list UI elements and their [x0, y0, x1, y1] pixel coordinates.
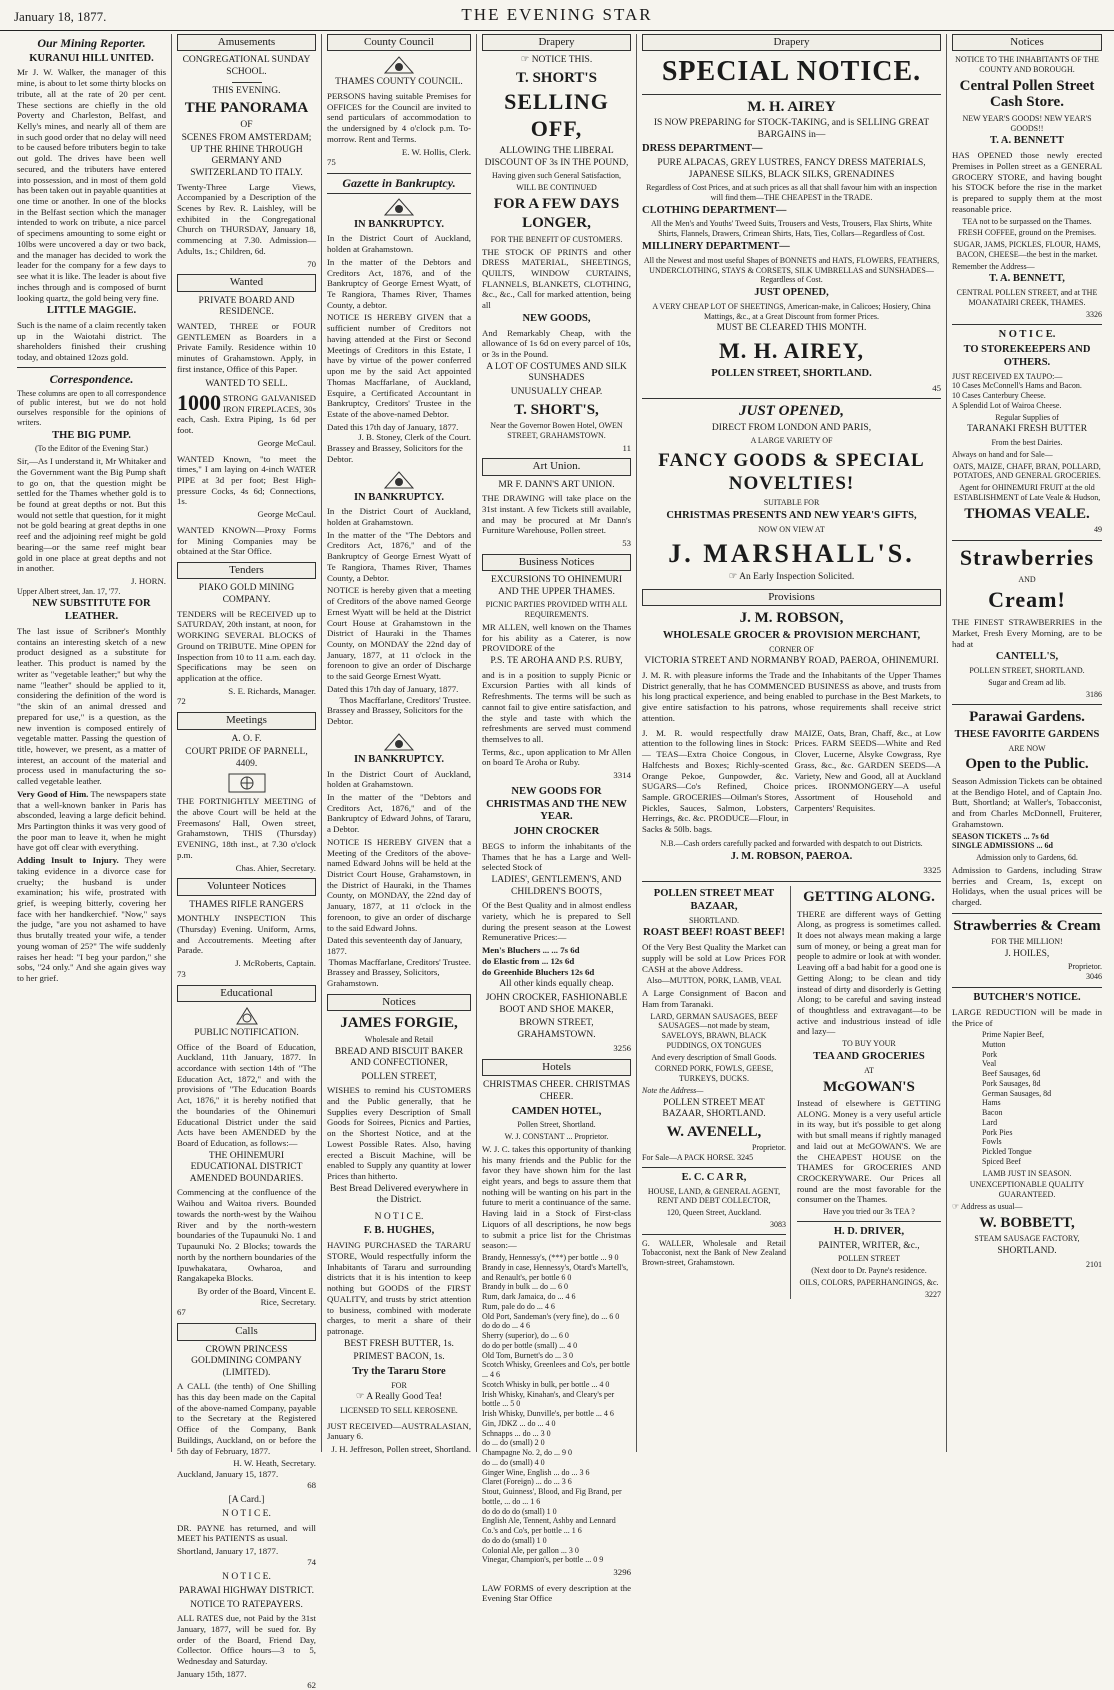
article-title: LITTLE MAGGIE.	[46, 305, 137, 317]
list-item: Stout, Guinness', Blood, and Fig Brand, per bottle, ... do ... 1 6	[482, 1487, 622, 1506]
list-item: Pork	[982, 1049, 998, 1059]
royal-arms-icon	[379, 732, 419, 752]
list-item: do do do (small) 1 0	[482, 1535, 547, 1545]
list-item: Beef Sausages, 6d	[982, 1069, 1041, 1079]
advert-piako: PIAKO GOLD MINING COMPANY. TENDERS will be RECEIVED up to SATURDAY, 20th instant, at noon, for WORKING SEVERAL BLOCKS of Ground on TRIBUTE. Mine OPEN for Inspection from 10 to 11 a.m. each day. Specifications may be seen on application at the office. S. E. Richards, Manager. 72	[177, 583, 316, 707]
advert-dr-payne: [A Card.] N O T I C E. DR. PAYNE has returned, and will MEET his PATIENTS as usual. Shortland, January 17, 1877. 74	[177, 1495, 316, 1567]
pointing-hand-icon: ☞	[952, 1201, 960, 1211]
gazette-heading: Gazette in Bankruptcy.	[327, 173, 471, 194]
category-header: Art Union.	[482, 458, 631, 475]
panorama-title: THE PANORAMA	[184, 100, 309, 117]
list-item: Hams	[982, 1098, 1001, 1108]
list-item: Rum, dark Jamaica, do ... 4 6	[482, 1292, 576, 1302]
advert-bobbett: BUTCHER'S NOTICE. LARGE REDUCTION will be made in the Price of Prime Napier Beef, Mutton Pork Veal Beef Sausages, 6d Pork Sausages, 8d German Sausages, 8d Hams Bacon Lard Pork Pies Fowls Pickled Tongue Spiced Beef LAMB JUST IN SEASON. UNEXCEPTIONABLE QUALITY GUARANTEED. ☞ Address as usual— W. BOBBETT, STEAM SAUSAGE FACTORY, SHORTLAND. 2101	[952, 991, 1102, 1269]
advert-cantell: Strawberries AND Cream! THE FINEST STRAWBERRIES in the Market, Fresh Every Morning, are to be had at CANTELL'S, POLLEN STREET, SHORTLAND. Sugar and Cream ad lib. 3186	[952, 544, 1102, 699]
pointing-hand-icon: ☞	[355, 1392, 365, 1403]
category-header: Notices	[327, 994, 471, 1011]
list-item: Ginger Wine, English ... do ... 3 6	[482, 1467, 590, 1477]
letter-address: Upper Albert street, Jan. 17, '77.	[17, 586, 121, 596]
correspondence-note: These columns are open to all correspondence of public interest, but we do not hold ourselves responsible for the opinions of writers.	[17, 388, 166, 427]
column-mining-reporter	[12, 34, 172, 1452]
category-header: County Council	[327, 34, 471, 51]
advert-bennett: NOTICE TO THE INHABITANTS OF THE COUNTY AND BOROUGH. Central Pollen Street Cash Store. NEW YEAR'S GOODS! NEW YEAR'S GOODS!! T. A. BENNETT HAS OPENED those newly erected Premises in Pollen street as a GENERAL GROCERY STORE, and having bought his STOCK before the rise in the market is prepared to supply them at the most reasonable price. TEA not to be surpassed on the Thames. FRESH COFFEE, ground on the Premises. SUGAR, JAMS, PICKLES, FLOUR, HAMS, BACON, CHEESE—the best in the market. Remember the Address— T. A. BENNETT, CENTRAL POLLEN STREET, and at THE MOANATAIRI CREEK, THAMES. 3326	[952, 55, 1102, 319]
butcher-list	[952, 1030, 1102, 1167]
category-header: Meetings	[177, 712, 316, 729]
category-header: Tenders	[177, 562, 316, 579]
list-item: Scotch Whisky, Greenlees and Co's, per bottle ... 4 6	[482, 1360, 630, 1380]
advert-mcgowan: GETTING ALONG. THERE are different ways of Getting Along, as progress is sometimes called. It does not always mean making a large sum of money, or being a great man for people to admire or look at with wonder. Leaving off a bad habit for a good one is Getting Along; to be clean and tidy instead of dirty and disorderly is Getting Along; to be careful and saving instead of thoughtless and extravagant—to be active and industrious instead of idle and lazy— TO BUY YOUR TEA AND GROCERIES AT McGOWAN'S Instead of elsewhere is GETTING ALONG. Money is a very useful article in its way, but it's possible to get along with but small means if rightly managed and laid out at McGOWAN'S. We are the CHEAPEST HOUSE on the THAMES for GROCERIES AND CROCKERYWARE. Our Prices all round are the most favorable for the consumer on the Thames. Have you tried our 3s TEA ? H. D. DRIVER, PAINTER, WRITER, &c., POLLEN STREET (Next door to Dr. Payne's residence. OILS, COLORS, PAPERHANGINGS, &c. 3227	[797, 889, 941, 1299]
list-item: do ... do (small) 2 0	[482, 1438, 545, 1448]
advert-education: PUBLIC NOTIFICATION. Office of the Board of Education, Auckland, 11th January, 1877. In accordance with section 14th of "The Education Act, 1872," and with the provisions of "The Education Boards Act, 1876," it is hereby notified that the boundaries of the Ohinemuri Educational District under the said Acts have been AMENDED by the Board of Education, as follows:— THE OHINEMURI EDUCATIONAL DISTRICT AMENDED BOUNDARIES. Commencing at the confluence of the Waihou and Waitoa rivers. Bounded towards the north-west by the Waihou River and by the north-western boundaries of the Tupaunuki No. 1 and Tupaunuki No. 2 Blocks; towards the north by the northern boundaries of the Ipuwhakatara, Owharoa, and Rangakapeka Blocks. By order of the Board, Vincent E. Rice, Secretary. 67	[177, 1006, 316, 1318]
list-item: Pickled Tongue	[982, 1147, 1032, 1157]
royal-arms-icon	[229, 1006, 265, 1026]
category-header: Provisions	[642, 589, 941, 606]
category-header: Wanted	[177, 274, 316, 291]
advert-water-pipe: WANTED Known, "to meet the times," I am laying on 4-inch WATER PIPE at 3d per foot; Best High-pressure Cocks, 4s 6d; Connections, 1s. George McCaul.	[177, 453, 316, 520]
advert-crown-princess: CROWN PRINCESS GOLDMINING COMPANY (LIMITED). A CALL (the tenth) of One Shilling has this day been made on the Capital of the above-named Company, payable to the Secretary at the Registered Office of the Company, Bank Buildings, Auckland, on or before the 5th day of February, 1877. H. W. Heath, Secretary. Auckland, January 15, 1877. 68	[177, 1344, 316, 1490]
article-body: They were taking evidence in a divorce case for cruelty; the husband is under examination; his wife, prostrated with grief, is weeping bitterly, covering her face with her handkerchief. "Now," says the judge, "are you not ashamed to have thus brutally treated your wife, a tender young woman of 25?" The wife suddenly raises her head: "I beg your pardon," she sobs, "24 only." And she again gives way to her grief.	[17, 855, 166, 984]
issue-date: January 18, 1877.	[14, 9, 107, 24]
pointing-hand-icon: ☞	[728, 572, 738, 583]
advert-james-forgie: JAMES FORGIE, Wholesale and Retail BREAD AND BISCUIT BAKER AND CONFECTIONER, POLLEN STREET, WISHES to remind his CUSTOMERS and the Public generally, that he Supplies every Description of Small Goods for Soirees, Picnics and Parties, on the Shortest Notice, and at the Lowest Possible Rates. Also, having erected a Biscuit Machine, will be enabled to Supply any quantity at lower Prices than hitherto. Best Bread Delivered everywhere in the District.	[327, 1015, 471, 1206]
list-item: do do do ... 4 6	[482, 1321, 530, 1331]
advert-rifle-rangers: THAMES RIFLE RANGERS MONTHLY INSPECTION This (Thursday) Evening. Uniform, Arms, and Accoutrements. Meeting after Parade. J. McRoberts, Captain. 73	[177, 899, 316, 979]
list-item: German Sausages, 8d	[982, 1088, 1052, 1098]
advert-hoiles: Strawberries & Cream FOR THE MILLION! J. HOILES, Proprietor. 3046	[953, 917, 1102, 982]
category-header: Amusements	[177, 34, 316, 51]
list-item: Claret (Foreign) ... do ... 3 6	[482, 1477, 572, 1487]
advert-parawai: N O T I C E. PARAWAI HIGHWAY DISTRICT. NOTICE TO RATEPAYERS. ALL RATES due, not Paid by the 31st January, 1877, will be sued for. By order of the Board, Friend Day, Collector. Office hours—3 to 5, Wednesday and Saturday. January 15th, 1877. 62	[177, 1572, 316, 1690]
advert-tararu-store: N O T I C E. F. B. HUGHES, HAVING PURCHASED the TARARU STORE, Would respectfully inform the Inhabitants of Tararu and surrounding districts that it is his intention to keep nothing but GOODS of the FIRST QUALITY, and trusts by strict attention to business, combined with moderate charges, to merit a share of their patronage. BEST FRESH BUTTER, 1s. PRIMEST BACON, 1s. Try the Tararu Store FOR ☞ A Really Good Tea! LICENSED TO SELL KEROSENE.	[327, 1211, 471, 1416]
column-drapery-provisions	[637, 34, 947, 1452]
category-header: Calls	[177, 1323, 316, 1340]
lodge-emblem-icon	[227, 772, 267, 794]
price-list	[482, 1253, 631, 1565]
pointing-hand-icon: ☞	[520, 55, 530, 66]
category-header: Hotels	[482, 1059, 631, 1076]
list-item: Gin, JDKZ ... do ... 4 0	[482, 1418, 556, 1428]
list-item: Sherry (superior), do ... 6 0	[482, 1331, 569, 1341]
list-item: Pork Sausages, 8d	[982, 1078, 1041, 1088]
category-header: Business Notices	[482, 554, 631, 571]
bankruptcy-notice: IN BANKRUPTCY. In the District Court of Auckland, holden at Grahamstown. In the matter of the "Debtors and Creditors Act, 1876," and of the Bankruptcy of Edward Johns, of Tararu, a Debtor. NOTICE IS HEREBY GIVEN that a Meeting of the Creditors of the above-named Edward Johns will be held at the District Court House, Grahamstown, in the District of Hauraki, in the Thames County, on MONDAY, the 22nd day of January, 1877, at 11 o'clock in the forenoon, to give an order of discharge to the said Edward Johns. Dated this seventeenth day of January, 1877. Thomas Macffarlane, Creditors' Trustee. Brassey and Brassey, Solicitors, Grahamstown.	[327, 732, 471, 989]
advert-excursions: EXCURSIONS TO OHINEMURI AND THE UPPER THAMES. PICNIC PARTIES PROVIDED WITH ALL REQUIREMENTS. MR ALLEN, well known on the Thames for his ability as a Caterer, is now PROVIDORE of the P.S. TE AROHA AND P.S. RUBY, and is in a position to supply Picnic or Excursion Parties with all kinds of Refreshments. The terms will be such as cannot fail to give entire satisfaction, and the style and taste with which the refreshments are served must commend themselves to all. Terms, &c., upon application to Mr Allen on board Te Aroha or Ruby. 3314	[482, 575, 631, 781]
bankruptcy-notice: IN BANKRUPTCY. In the District Court of Auckland, holden at Grahamstown. In the matter of the Debtors and Creditors Act, 1876, and of the Bankruptcy of George Ernest Wyatt, of Te Rangiora, Thames River, Thames County, a debtor. NOTICE IS HEREBY GIVEN that a sufficient number of Creditors not having attended at the First or Second Meetings of Creditors in this Estate, I have by virtue of the power conferred upon me by the said Act appointed Thomas Macffarlane, of Auckland, Esquire, a Certificated Accountant in Bankruptcy, Creditors' Trustee in the Estate of the above-named Debtor. Dated this 17th day of January, 1877. J. B. Stoney, Clerk of the Court. Brassey and Brassey, Solicitors for the Debtor.	[327, 197, 471, 465]
list-item: do do per bottle (small) ... 4 0	[482, 1340, 578, 1350]
column-council-bankruptcy	[322, 34, 477, 1455]
article-body: Such is the name of a claim recently taken up in the Waiotahi district. The shareholders finished their crushing today, and obtained 12ozs gold.	[17, 320, 167, 363]
article-title: NEW SUBSTITUTE FOR LEATHER.	[32, 598, 151, 623]
advert-parawai-gardens: Parawai Gardens. THESE FAVORITE GARDENS ARE NOW Open to the Public. Season Admission Tickets can be obtained at the Bendigo Hotel, and of Captain Jno. Butt, Shortland; at Waller's, Tobacconist, and from Charles McDonnell, Fruiterer, Grahamstown. SEASON TICKETS ... 7s 6d SINGLE ADMISSIONS ... 6d Admission only to Gardens, 6d. Admission to Gardens, including Straw berries and Cream, 1s, except on Holidays, when the usual prices will be charged.	[952, 709, 1102, 907]
list-item: Schnapps ... do ... 3 0	[482, 1428, 551, 1438]
list-item: do ... do (small) 4 0	[482, 1457, 545, 1467]
royal-arms-icon	[379, 55, 419, 75]
article-title: THE BIG PUMP.	[52, 429, 131, 441]
list-item: Veal	[982, 1059, 997, 1069]
category-header: Notices	[952, 34, 1102, 51]
advert-county-council: THAMES COUNTY COUNCIL. PERSONS having suitable Premises for OFFICES for the Council are invited to send particulars of accommodation to the undersigned by 4 o'clock p.m. To-morrow. Rent and Terms. E. W. Hollis, Clerk. 75	[327, 55, 471, 168]
advert-airey: SPECIAL NOTICE. M. H. AIREY IS NOW PREPARING for STOCK-TAKING, and is SELLING GREAT BARGAINS in— DRESS DEPARTMENT— PURE ALPACAS, GREY LUSTRES, FANCY DRESS MATERIALS, JAPANESE SILKS, BLACK SILKS, GRENADINES Regardless of Cost Prices, and at such prices as all that shall favour him with an inspection will find them—THE CHEAPEST in the TRADE. CLOTHING DEPARTMENT— All the Men's and Youths' Tweed Suits, Trousers and Vests, Trousers, Flax Shirts, White Shirts, Flannels, Drawers, Crimean Shirts, Hats, Ties, Collars—Regardless of Cost. MILLINERY DEPARTMENT— All the Newest and most useful Shapes of BONNETS and HATS, FLOWERS, FEATHERS, UNDERCLOTHING, STAYS & CORSETS, SILK UMBRELLAS and SUNSHADES—Regardless of Cost. JUST OPENED, A VERY CHEAP LOT OF SHEETINGS, American-make, in Calicoes; Hosiery, China Mattings, &c., at a Great Discount from former Prices. MUST BE CLEARED THIS MONTH. M. H. AIREY, POLLEN STREET, SHORTLAND. 45	[642, 56, 941, 393]
list-item: do do do do (small) 1 0	[482, 1506, 557, 1516]
advert-robson: J. M. ROBSON, WHOLESALE GROCER & PROVISION MERCHANT, CORNER OF VICTORIA STREET AND NORMANBY ROAD, PAEROA, OHINEMURI. J. M. R. with pleasure informs the Trade and the Inhabitants of the Upper Thames District generally, that he has COMMENCED BUSINESS as above, and trusts from his long practical experience, and being enabled to purchase in the Best Markets, to give entire satisfaction to his patrons, whose requirements shall receive strict attention. J. M. R. would respectfully draw attention to the following lines in Stock:— TEAS—Extra Choice Congous, in Halfchests and Boxes; Richly-scented Orange Pekoe, Gunpowder, &c. SUGARS—Co's Refined, Choice Sample. GROCERIES—Oilman's Stores, Pickles, Sauces, Salmon, Lobsters, Herrings, &c. &c. PRODUCE—Flour, in Sacks & 50lb. bags. MAIZE, Oats, Bran, Chaff, &c., at Low Prices. FARM SEEDS—White and Red Clover, Lucerne, Alsyke Cowgrass, Rye Grass, &c., &c. GARDEN SEEDS—A Variety, New and Good, all at Auckland prices. IRONMONGERY—A useful Assortment of Household and Carpenters' Requisites. N.B.—Cash orders carefully packed and forwarded with despatch to out Districts. J. M. ROBSON, PAEROA. 3325	[642, 610, 941, 876]
letter-signature: J. HORN.	[131, 575, 166, 586]
list-item: Spiced Beef	[982, 1156, 1021, 1166]
advert-veale: N O T I C E. TO STOREKEEPERS AND OTHERS. JUST RECEIVED EX TAUPO:— 10 Cases McConnell's Hams and Bacon. 10 Cases Canterbury Cheese. A Splendid Lot of Wairoa Cheese. Regular Supplies of TARANAKI FRESH BUTTER From the best Dairies. Always on hand and for Sale— OATS, MAIZE, CHAFF, BRAN, POLLARD, POTATOES, AND GENERAL GROCERIES. Agent for OHINEMURI FRUIT at the old ESTABLISHMENT of Late Veale & Hudson, THOMAS VEALE. 49	[952, 329, 1102, 535]
list-item: Brandy in bulk ... do ... 6 0	[482, 1282, 568, 1292]
advert-just-received: JUST RECEIVED—AUSTRALASIAN, January 6. J. H. Jeffreson, Pollen street, Shortland.	[327, 1420, 472, 1455]
list-item: Prime Napier Beef,	[982, 1030, 1044, 1040]
advert-john-crocker: NEW GOODS FOR CHRISTMAS AND THE NEW YEAR. JOHN CROCKER BEGS to inform the inhabitants of the Thames that he has a Large and Well-selected Stock of LADIES', GENTLEMEN'S, AND CHILDREN'S BOOTS, Of the Best Quality and in almost endless variety, which he is prepared to Sell during the present season at the Lowest Remunerative Prices:— Men's Bluchers ... ... 7s 6d do Elastic from ... 12s 6d do Greenhide Bluchers 12s 6d All other kinds equally cheap. JOHN CROCKER, FASHIONABLE BOOT AND SHOE MAKER, BROWN STREET, GRAHAMSTOWN. 3256	[482, 785, 631, 1054]
section-heading-correspondence: Correspondence.	[49, 371, 134, 386]
column-notices	[947, 34, 1107, 1452]
royal-arms-icon	[379, 470, 419, 490]
category-header: Drapery	[482, 34, 631, 51]
advert-fireplaces: WANTED TO SELL. 1000 STRONG GALVANISED IRON FIREPLACES, 30s each, Cash. Extra Piping, 1s 6d per foot. George McCaul.	[177, 379, 316, 448]
advert-meat-bazaar: POLLEN STREET MEAT BAZAAR, SHORTLAND. ROAST BEEF! ROAST BEEF! Of the Very Best Quality the Market can supply will be sold at Low Prices FOR CASH at the above Address. Also—MUTTON, PORK, LAMB, VEAL A Large Consignment of Bacon and Ham from Taranaki. LARD, GERMAN SAUSAGES, BEEF SAUSAGES—not made by steam, SAVELOYS, BRAWN, BLACK PUDDINGS, OX TONGUES And every description of Small Goods. CORNED PORK, FOWLS, GEESE, TURKEYS, DUCKS. Note the Address— POLLEN STREET MEAT BAZAAR, SHORTLAND. W. AVENELL, Proprietor. For Sale—A PACK HORSE. 3245 E. C. C A R R, HOUSE, LAND, & GENERAL AGENT, RENT AND DEBT COLLECTOR, 120, Queen Street, Auckland. 3083 G. WALLER, Wholesale and Retail Tobacconist, next the Bank of New Zealand Brown-street, Grahamstown.	[642, 886, 791, 1299]
advert-art-union: MR F. DANN'S ART UNION. THE DRAWING will take place on the 31st instant. A few Tickets still available, and may be procured at Mr Dann's Furniture Warehouse, Pollen street. 53	[482, 479, 631, 549]
advert-driver: H. D. DRIVER,	[833, 1225, 905, 1237]
category-header: Volunteer Notices	[177, 878, 316, 895]
article-title: Adding Insult to Injury.	[17, 855, 119, 866]
list-item: Fowls	[982, 1137, 1002, 1147]
bankruptcy-notice: IN BANKRUPTCY. In the District Court of Auckland, holden at Grahamstown. In the matter of the "The Debtors and Creditors Act, 1876," and of the Bankruptcy of George Ernest Wyatt of Te Rangiora, Thames River, Thames County, a Debtor. NOTICE is hereby given that a meeting of Creditors of the above named George Ernest Wyatt will be held at the District Court House at Grahamstown in the District of Hauraki in the Thames County, on MONDAY the 22nd day of January, 1877, at 11 o'clock in the forenoon to give an order of Discharge to the said George Ernest Wyatt. Dated this 17th day of January, 1877. Thos Macffarlane, Creditors' Trustee. Brassey and Brassey, Solicitors for the Debtor.	[327, 470, 471, 727]
list-item: Colonial Ale, per gallon ... 3 0	[482, 1545, 579, 1555]
masthead	[0, 0, 1114, 31]
advert-aof: A. O. F. COURT PRIDE OF PARNELL, 4409. THE FORTNIGHTLY MEETING of the above Court will be held at the Freemasons' Hall, Owen street, Grahamstown, THIS (Thursday) EVENING, 18th inst., at 7.30 o'clock p.m. Chas. Ahier, Secretary.	[177, 733, 316, 873]
list-item: Brandy, Hennessy's, (***) per bottle ... 9 0	[482, 1253, 619, 1263]
list-item: Champagne No. 2, do ... 9 0	[482, 1448, 572, 1458]
advert-proxy-forms: WANTED KNOWN—Proxy Forms for Mining Companies may be obtained at the Star Office.	[177, 524, 316, 557]
article-body: Mr J. W. Walker, the manager of this mine, is about to let some thirty blocks on tribute, all at the rate of 20 per cent. These sections are chiefly in the old Poverty and Charleston, Belfast, and Kelly's mines, and nearly all of them are in such good order that no delay will need to be caused before tributers begin to take out gold. The drives have been well secured, and the tributers have entered into possession, and in most of them gold has been taken out in payable quantities at one time or another. In one of the blocks in the Belfast section which the manager intended to work on tribute, a nice parcel of specimens amounting to some eight or 10lbs were uncovered a day or two back, and the manager has decided to work the leader for the company for a few days to see what it is like. The leader is about five inches through and is composed of burnt looking quartz, the gold being very fine.	[17, 67, 166, 303]
list-item: Irish Whisky, Dunville's, per bottle ... 4 6	[482, 1409, 614, 1419]
list-item: English Ale, Tennent, Ashby and Lennard Co.'s and Co's, per bottle ... 1 6	[482, 1516, 616, 1536]
list-item: Rum, pale do do ... 4 6	[482, 1301, 555, 1311]
article-title: Very Good of Him.	[17, 788, 89, 799]
column-drapery-hotels	[477, 34, 637, 1604]
advert-marshall: JUST OPENED, DIRECT FROM LONDON AND PARIS, A LARGE VARIETY OF FANCY GOODS & SPECIAL NOVELTIES! SUITABLE FOR CHRISTMAS PRESENTS AND NEW YEAR'S GIFTS, NOW ON VIEW AT J. MARSHALL'S. ☞ An Early Inspection Solicited.	[658, 403, 925, 583]
list-item: Vinegar, Champion's, per bottle ... 0 9	[482, 1555, 604, 1565]
section-heading-mining: Our Mining Reporter.	[37, 36, 146, 50]
list-item: Lard	[982, 1117, 998, 1127]
article-body: The last issue of Scribner's Monthly contains an interesting sketch of a new product designed as a substitute for leather. This product is named by the writer as "vegetable leather;" but why the name "leather" should be applied to it, considering the definition of the word is "the skin of an animal dressed and prepared for use," is a question, as the new invention is composed entirely of vegetable matter. Passing the question of title, however, we present, as a matter of interest, an account of the material and process used in manufacturing the so-called vegetable leather.	[17, 626, 166, 787]
advert-t-short: ☞ NOTICE THIS. T. SHORT'S SELLING OFF, ALLOWING THE LIBERAL DISCOUNT OF 3s IN THE POUND, Having given such General Satisfaction, WILL BE CONTINUED FOR A FEW DAYS LONGER, FOR THE BENEFIT OF CUSTOMERS. THE STOCK OF PRINTS and other DRESS MATERIAL, SHEETINGS, QUILTS, WINDOW CURTAINS, FLANNELS, BLANKETS, CLOTHING, &c., &c., Call for marked attention, being all NEW GOODS, And Remarkably Cheap, with the allowance of 1s 6d on every parcel of 10s, or 3s in the Pound. A LOT OF COSTUMES AND SILK SUNSHADES UNUSUALLY CHEAP. T. SHORT'S, Near the Governor Bowen Hotel, OWEN STREET, GRAHAMSTOWN. 11	[482, 55, 631, 453]
advert-board: PRIVATE BOARD AND RESIDENCE. WANTED, THREE or FOUR GENTLEMEN as Boarders in a Private Family. Residence within 10 minutes of Grahamstown. Apply, in first instance, Office of this Paper.	[177, 295, 316, 374]
article-body: The newspapers state that a well-known banker in Paris has absconded, leaving a large deficit behind. Mrs Partington thinks it was very good of the poor man to leave it, when he might have got off clear with everything.	[17, 788, 166, 853]
article-title: KURANUI HILL UNITED.	[29, 52, 154, 64]
royal-arms-icon	[379, 197, 419, 217]
category-header: Educational	[177, 985, 316, 1002]
advert-law-forms: LAW FORMS of every description at the Evening Star Office	[482, 1582, 631, 1604]
list-item: Bacon	[982, 1108, 1003, 1118]
advert-camden-hotel: CHRISTMAS CHEER. CHRISTMAS CHEER. CAMDEN HOTEL, Pollen Street, Shortland. W. J. CONSTANT ... Proprietor. W. J. C. takes this opportunity of thanking his many friends and the Public for the favor they have shown him for the last eight years, and begs to assure them that nothing will be wanting on his part in the future to merit a continuance of the same. Having laid in a Stock of First-class Liquors of all descriptions, he now begs to submit a price list for the Christmas season:— Brandy, Hennessy's, (***) per bottle ... 9 0 Brandy in case, Hennessy's, Otard's Martell's, and Renault's, per bottle 6 0 Brandy in bulk ... do ... 6 0 Rum, dark Jamaica, do ... 4 6 Rum, pale do do ... 4 6 Old Port, Sandeman's (very fine), do ... 6 0 do do do ... 4 6 Sherry (superior), do ... 6 0 do do per bottle (small) ... 4 0 Old Tom, Burnett's do ... 3 0 Scotch Whisky, Greenlees and Co's, per bottle ... 4 6 Scotch Whisky in bulk, per bottle ... 4 0 Irish Whisky, Kinahan's, and Cleary's per bottle ... 5 0 Irish Whisky, Dunville's, per bottle ... 4 6 Gin, JDKZ ... do ... 4 0 Schnapps ... do ... 3 0 do ... do (small) 2 0 Champagne No. 2, do ... 9 0 do ... do (small) 4 0 Ginger Wine, English ... do ... 3 6 Claret (Foreign) ... do ... 3 6 Stout, Guinness', Blood, and Fig Brand, per bottle, ... do ... 1 6 do do do do (small) 1 0 English Ale, Tennent, Ashby and Lennard Co.'s and Co's, per bottle ... 1 6 do do do (small) 1 0 Colonial Ale, per gallon ... 3 0 Vinegar, Champion's, per bottle ... 0 9 3296	[482, 1080, 631, 1578]
advert-waller: G. WALLER, Wholesale and Retail Tobacconist, next the Bank of New Zealand Brown-street, Grahamstown.	[642, 1238, 786, 1268]
category-header: Drapery	[642, 34, 941, 51]
list-item: Mutton	[982, 1039, 1006, 1049]
list-item: Pork Pies	[982, 1127, 1013, 1137]
list-item: Scotch Whisky in bulk, per bottle ... 4 0	[482, 1379, 610, 1389]
advert-panorama: CONGREGATIONAL SUNDAY SCHOOL. THIS EVENING. THE PANORAMA OF SCENES FROM AMSTERDAM; UP THE RHINE THROUGH GERMANY AND SWITZERLAND TO ITALY. Twenty-Three Large Views, Accompanied by a Description of the Scenes by Rev. R. Laishley, will be exhibited in the Congregational Church on THURSDAY, January 18, commencing at 7.30. Admission—Adults, 1s.; Children, 6d. 70	[177, 55, 316, 269]
article-body: Sir,—As I understand it, Mr Whitaker and the Government want the Big Pump shaft to go on, that the question might be settled for the Thames whether gold is to be found at great depths or not. But this would not settle that question, for it might not be gold bearing at great depths in one reef and the adjoining reef might be gold bearing—or the same reef might bear gold in one place at great depths and not in another.	[17, 456, 166, 574]
list-item: Old Port, Sandeman's (very fine), do ... 6 0	[482, 1311, 620, 1321]
newspaper-title: THE EVENING STAR	[461, 5, 653, 24]
list-item: Old Tom, Burnett's do ... 3 0	[482, 1350, 573, 1360]
list-item: Brandy in case, Hennessy's, Otard's Martell's, and Renault's, per bottle 6 0	[482, 1262, 629, 1282]
list-item: Irish Whisky, Kinahan's, and Cleary's per bottle ... 5 0	[482, 1389, 615, 1409]
column-amusements	[172, 34, 322, 1690]
letter-recipient: (To the Editor of the Evening Star.)	[35, 444, 148, 454]
advert-carr: E. C. C A R R,	[681, 1171, 747, 1183]
